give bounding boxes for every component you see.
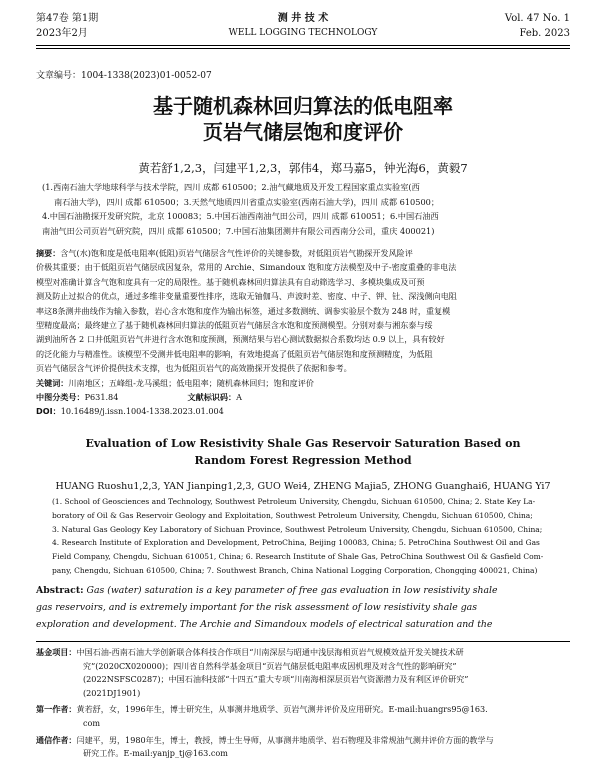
- abstract-cn-line: 湖到油所各 2 口井低阻页岩气井进行含水饱和度预测，预测结果与岩心测试数据拟合系数均达 0.9 以上，具有较好: [36, 334, 445, 345]
- affil-en-line: boratory of Oil & Gas Reservoir Geology and Exploitation, Southwest Petroleum University, Chengdu, Sichuan 610500, China;: [52, 510, 533, 520]
- abstract-en-line: exploration and development. The Archie and Simandoux models of electrical saturation and the: [36, 619, 493, 630]
- abstract-cn-text: 含气(水)饱和度是低电阻率(低阻)页岩气储层含气性评价的关键参数，对低阻页岩气勘探开发风险评: [60, 248, 413, 258]
- abstract-cn-line: [36, 246, 570, 260]
- corresponding-author-text: 闫建平，男，1980年生，博士，教授，博士生导师，从事测井地质学、岩石物理及非常规油气测井评价方面的教学与: [76, 734, 494, 745]
- affil-cn-line: (1.西南石油大学地球科学与技术学院，四川 成都 610500；2.油气藏地质及开发工程国家重点实验室(西: [42, 182, 420, 192]
- authors-en: HUANG Ruoshu1,2,3, YAN Jianping1,2,3, GUO Wei4, ZHENG Majia5, ZHONG Guanghai6, HUANG Yi7: [55, 481, 551, 492]
- title-en-line2: Random Forest Regression Method: [194, 454, 412, 467]
- doc-code-value: A: [236, 392, 242, 403]
- volume-issue-cn: 第47卷 第1期: [36, 13, 99, 24]
- first-author-line: [36, 703, 570, 717]
- abstract-cn-line: 测及防止过拟合的优点，通过多维非变量重要性排序，选取无铀伽马、声波时差、密度、中子、钾、钍、深浅侧向电阻: [36, 291, 457, 302]
- affil-cn-line: 南油气田公司页岩气研究院，四川 成都 610500；7.中国石油集团测井有限公司西南分公司，重庆 400021): [42, 225, 435, 236]
- corresponding-author-label: 通信作者：: [36, 734, 77, 745]
- clc-value: P631.84: [84, 392, 119, 403]
- header-rule-top: [36, 45, 570, 46]
- clc-label: 中图分类号：: [36, 392, 85, 403]
- title-en-line1: Evaluation of Low Resistivity Shale Gas Reservoir Saturation Based on: [85, 437, 521, 450]
- abstract-en: [36, 582, 570, 633]
- abstract-cn-line: 率这8条测井曲线作为输入参数，岩心含水饱和度作为输出标签，通过多数测统、调参实验层个数为 248 时，重复模: [36, 305, 451, 316]
- date-en: Feb. 2023: [519, 28, 570, 39]
- affiliations-en: [52, 495, 570, 578]
- abstract-cn-line: 型精度最高；最终建立了基于随机森林回归算法的低阻页岩气储层含水饱和度预测模型。分别对泰与湘东泰与绥: [36, 320, 433, 331]
- journal-name-cn: 测 井 技 术: [277, 13, 329, 24]
- abstract-cn-line: 价极其重要；由于低阻页岩气储层成因复杂，常用的 Archie、Simandoux 饱和度方法模型及中子-密度重叠的非电法: [36, 262, 457, 273]
- corresponding-author-line: 研究工作。E-mail:yanjp_tj@163.com: [83, 748, 228, 759]
- doi-line: [36, 404, 570, 418]
- fund-label: 基金项目：: [36, 647, 77, 657]
- doi-value[interactable]: 10.16489/j.issn.1004-1338.2023.01.004: [60, 406, 224, 417]
- fund-line: 究”(2020CX020000)；四川省自然科学基金项目“页岩气储层低电阻率成因机理及对含气性的影响研究”: [83, 660, 457, 671]
- header-rule-bottom: [36, 48, 570, 49]
- keywords-cn-label: 关键词：: [36, 377, 69, 388]
- doc-code-label: 文献标识码：: [187, 392, 237, 403]
- abstract-cn: [36, 246, 570, 419]
- fund-line: (2022NSFSC0287)；中国石油科技部“十四五”重大专项“川南海相深层页岩气资源潜力及有利区评价研究”: [83, 674, 469, 685]
- fund-line: [36, 646, 570, 660]
- footnotes: [36, 646, 570, 761]
- abstract-cn-label: 摘要：: [36, 248, 61, 258]
- affil-cn-line: 4.中国石油勘探开发研究院，北京 100083；5.中国石油西南油气田公司，四川 成都 610051；6.中国石油西: [42, 211, 439, 221]
- affil-cn-line: 南石油大学)，四川 成都 610500；3.天然气地质四川省重点实验室(西南石油大学)，四川 成都 610500；: [54, 196, 440, 207]
- abstract-en-label: Abstract:: [36, 585, 84, 596]
- affiliations-cn: [42, 180, 566, 238]
- volume-issue-en: Vol. 47 No. 1: [504, 13, 570, 24]
- authors-cn: 黄若舒1,2,3，闫建平1,2,3，郭伟4，郑马嘉5，钟光海6，黄毅7: [138, 161, 468, 175]
- affil-en-line: (1. School of Geosciences and Technology, Southwest Petroleum University, Chengdu, Sichuan 610500, China; 2. State Key La-: [52, 497, 536, 506]
- date-cn: 2023年2月: [36, 28, 88, 39]
- title-cn-line1: 基于随机森林回归算法的低电阻率: [153, 94, 453, 118]
- title-en: [36, 435, 570, 469]
- keywords-cn-text: 川南地区；五峰组-龙马溪组；低电阻率；随机森林回归；饱和度评价: [68, 377, 314, 388]
- fund-text: 中国石油-西南石油大学创新联合体科技合作项目“川南深层与昭通中浅层海相页岩气规模效益开发关键技术研: [76, 647, 464, 657]
- first-author-label: 第一作者：: [36, 704, 77, 715]
- footnote-rule: [36, 641, 570, 642]
- running-header: [36, 12, 570, 42]
- article-id: 文章编号：1004-1338(2023)01-0052-07: [36, 71, 212, 81]
- keywords-cn: [36, 376, 570, 390]
- affil-en-line: 4. Research Institute of Exploration and Development, PetroChina, Beijing 100083, China; 5. PetroChina Southwest Oil and Gas: [52, 538, 540, 548]
- fund-line: (2021DJ1901): [83, 687, 141, 698]
- journal-name-en: WELL LOGGING TECHNOLOGY: [228, 28, 378, 38]
- first-author-text: 黄若舒，女，1996年生，博士研究生，从事测井地质学、页岩气测井评价及应用研究。E-mail:huangrs95@163.: [76, 704, 488, 715]
- doi-label: DOI：: [36, 406, 61, 417]
- abstract-cn-line: 的泛化能力与精准性。该模型不受测井低电阻率的影响，有效地提高了低阻页岩气储层饱和度预测精度，为低阻: [36, 348, 433, 359]
- abstract-cn-line: 模型对准确计算含气饱和度具有一定的局限性。基于随机森林回归算法具有自动筛选学习、多模块集成及可预: [36, 276, 425, 287]
- corresponding-author-line: [36, 734, 570, 748]
- first-author-line: com: [83, 717, 101, 728]
- title-cn: [36, 93, 570, 145]
- abstract-cn-line: 页岩气储层含气评价提供技术支撑，也为低阻页岩气的高效勘探开发提供了依据和参考。: [36, 363, 352, 374]
- affil-en-line: pany, Chengdu, Sichuan 610500, China; 7. Southwest Branch, China National Logging Corporation, Chongqing 400021, China): [52, 565, 538, 575]
- title-cn-line2: 页岩气储层饱和度评价: [203, 120, 403, 144]
- abstract-en-line: gas reservoirs, and is extremely important for the risk assessment of low resistivity shale gas: [36, 602, 477, 613]
- abstract-en-line: [36, 582, 570, 599]
- affil-en-line: 3. Natural Gas Geology Key Laboratory of Sichuan Province, Southwest Petroleum University, Chengdu, Sichuan 610500, China;: [52, 524, 543, 534]
- classification-line: [36, 390, 570, 404]
- affil-en-line: Field Company, Chengdu, Sichuan 610051, China; 6. Research Institute of Shale Gas, PetroChina Southwest Oil & Gasfield Com-: [52, 552, 544, 562]
- abstract-en-text: Gas (water) saturation is a key parameter of free gas evaluation in low resistivity shale: [86, 585, 498, 596]
